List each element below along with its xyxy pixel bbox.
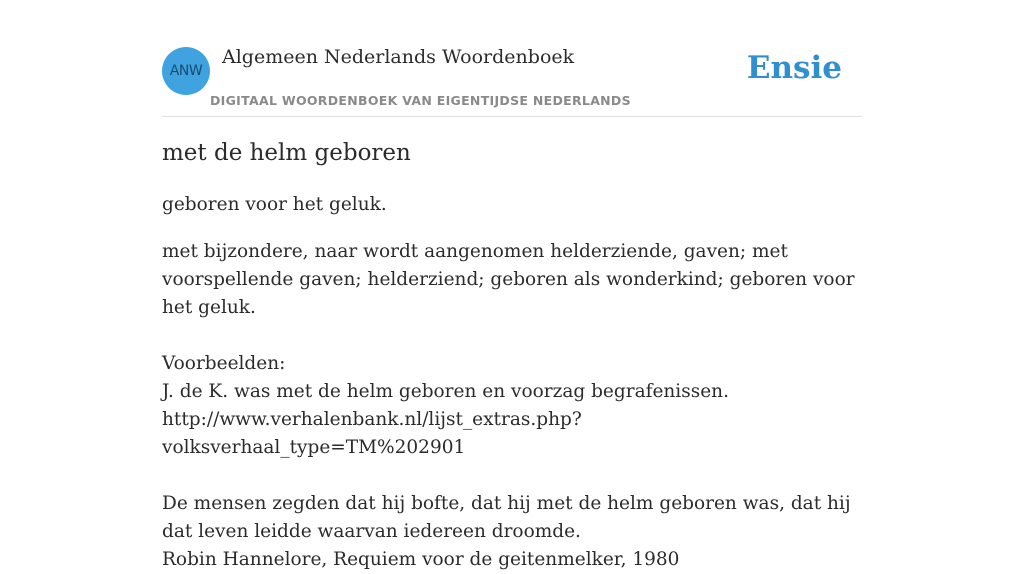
example-text: De mensen zegden dat hij bofte, dat hij met de helm geboren was, dat hij dat leven leidde waarvan iedereen droomde. [162, 493, 851, 542]
logo-text: ANW [169, 63, 203, 79]
ensie-brand-link[interactable]: Ensie [746, 50, 842, 86]
example-source: Robin Hannelore, Requiem voor de geitenmelker, 1980 [162, 549, 680, 570]
entry-summary: geboren voor het geluk. [162, 194, 387, 215]
example-text: J. de K. was met de helm geboren en voorzag begrafenissen. [162, 381, 729, 402]
site-subtitle: DIGITAAL WOORDENBOEK VAN EIGENTIJDSE NEDERLANDS [210, 93, 631, 108]
entry-body [162, 238, 862, 574]
entry-definition: met bijzondere, naar wordt aangenomen helderziende, gaven; met voorspellende gaven; helderziend; geboren als wonderkind; geboren voor het geluk. [162, 241, 855, 318]
anw-logo[interactable] [162, 47, 210, 95]
entry-headword: met de helm geboren [162, 140, 411, 166]
page [162, 0, 862, 570]
site-title[interactable]: Algemeen Nederlands Woordenboek [222, 46, 575, 68]
site-header [162, 0, 862, 117]
example-source: http://www.verhalenbank.nl/lijst_extras.php?volksverhaal_type=TM%202901 [162, 409, 582, 458]
examples-label: Voorbeelden: [162, 353, 286, 374]
